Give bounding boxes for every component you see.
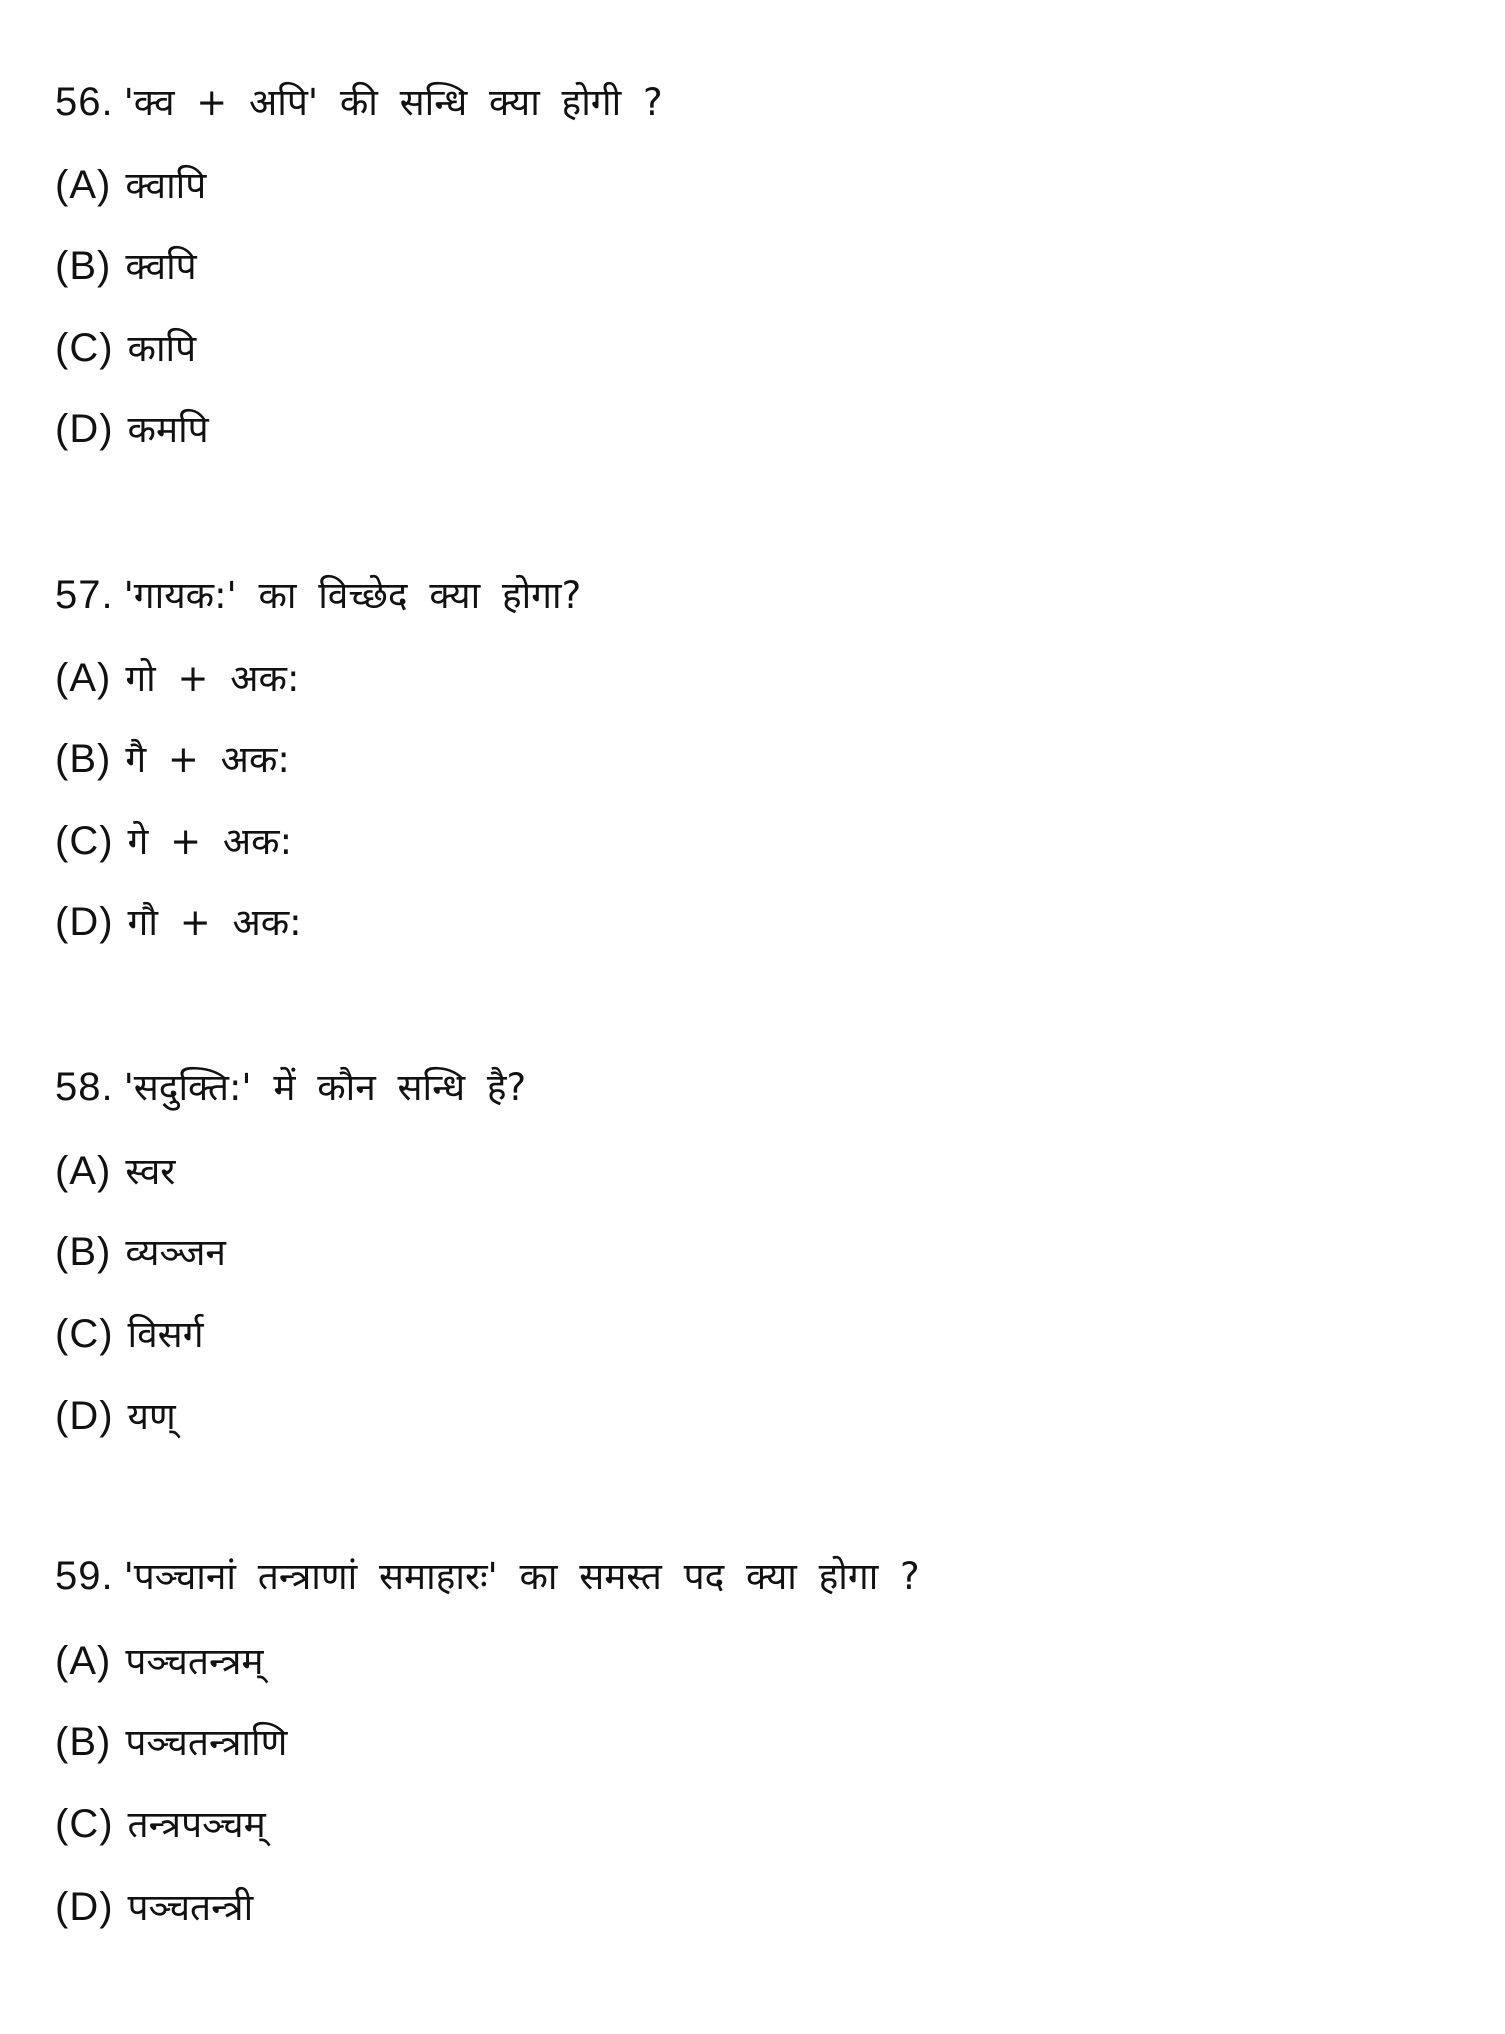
option-label: (C): [55, 1802, 114, 1846]
option-text: गो + अक:: [125, 657, 300, 700]
option-text: पञ्चतन्त्री: [127, 1886, 254, 1929]
question-57-option-d[interactable]: [55, 892, 302, 952]
option-text: गौ + अक:: [127, 901, 302, 944]
question-57-option-a[interactable]: [55, 648, 299, 708]
option-text: गै + अक:: [125, 738, 290, 781]
question-57-option-b[interactable]: [55, 729, 290, 789]
question-59-option-d[interactable]: [55, 1877, 253, 1937]
question-58-option-d[interactable]: [55, 1386, 176, 1446]
option-text: गे + अक:: [127, 820, 293, 863]
question-59-option-b[interactable]: [55, 1712, 287, 1772]
option-text: पञ्चतन्त्रम्: [125, 1640, 264, 1683]
question-58-option-b[interactable]: [55, 1222, 226, 1282]
option-text: क्वपि: [125, 245, 197, 288]
option-label: (B): [55, 1720, 112, 1764]
option-label: (A): [55, 163, 112, 207]
question-59: [55, 1546, 920, 1606]
question-58: [55, 1057, 526, 1117]
question-number: 58.: [55, 1065, 114, 1109]
option-label: (A): [55, 1149, 112, 1193]
option-label: (D): [55, 1885, 114, 1929]
option-text: व्यञ्जन: [125, 1231, 226, 1274]
option-label: (C): [55, 326, 114, 370]
option-label: (B): [55, 1230, 112, 1274]
question-56-option-a[interactable]: [55, 155, 206, 215]
question-text: 'पञ्चानां तन्त्राणां समाहारः' का समस्त पद क्या होगा ?: [123, 1555, 920, 1598]
option-text: यण्: [127, 1395, 176, 1438]
option-label: (B): [55, 737, 112, 781]
question-56-option-d[interactable]: [55, 399, 209, 459]
option-text: तन्त्रपञ्चम्: [127, 1803, 266, 1846]
question-58-option-a[interactable]: [55, 1141, 175, 1201]
option-text: कापि: [127, 327, 197, 370]
question-text: 'सदुक्ति:' में कौन सन्धि है?: [123, 1066, 527, 1109]
question-56-option-b[interactable]: [55, 236, 197, 296]
question-56-option-c[interactable]: [55, 318, 196, 378]
option-text: क्वापि: [125, 164, 207, 207]
question-text: 'गायक:' का विच्छेद क्या होगा?: [123, 574, 582, 617]
question-59-option-a[interactable]: [55, 1631, 264, 1691]
question-58-option-c[interactable]: [55, 1304, 204, 1364]
option-label: (C): [55, 1312, 114, 1356]
question-57-option-c[interactable]: [55, 811, 292, 871]
option-text: विसर्ग: [127, 1313, 204, 1356]
option-label: (A): [55, 1639, 112, 1683]
option-label: (D): [55, 1394, 114, 1438]
question-number: 56.: [55, 80, 114, 124]
question-number: 59.: [55, 1554, 114, 1598]
option-label: (D): [55, 407, 114, 451]
question-text: 'क्व + अपि' की सन्धि क्या होगी ?: [123, 81, 663, 124]
option-label: (C): [55, 819, 114, 863]
option-text: कमपि: [127, 408, 209, 451]
question-59-option-c[interactable]: [55, 1794, 266, 1854]
option-text: स्वर: [125, 1150, 176, 1193]
option-text: पञ्चतन्त्राणि: [125, 1721, 288, 1764]
option-label: (A): [55, 656, 112, 700]
option-label: (B): [55, 244, 112, 288]
option-label: (D): [55, 900, 114, 944]
question-57: [55, 565, 581, 625]
question-number: 57.: [55, 573, 114, 617]
question-56: [55, 72, 663, 132]
